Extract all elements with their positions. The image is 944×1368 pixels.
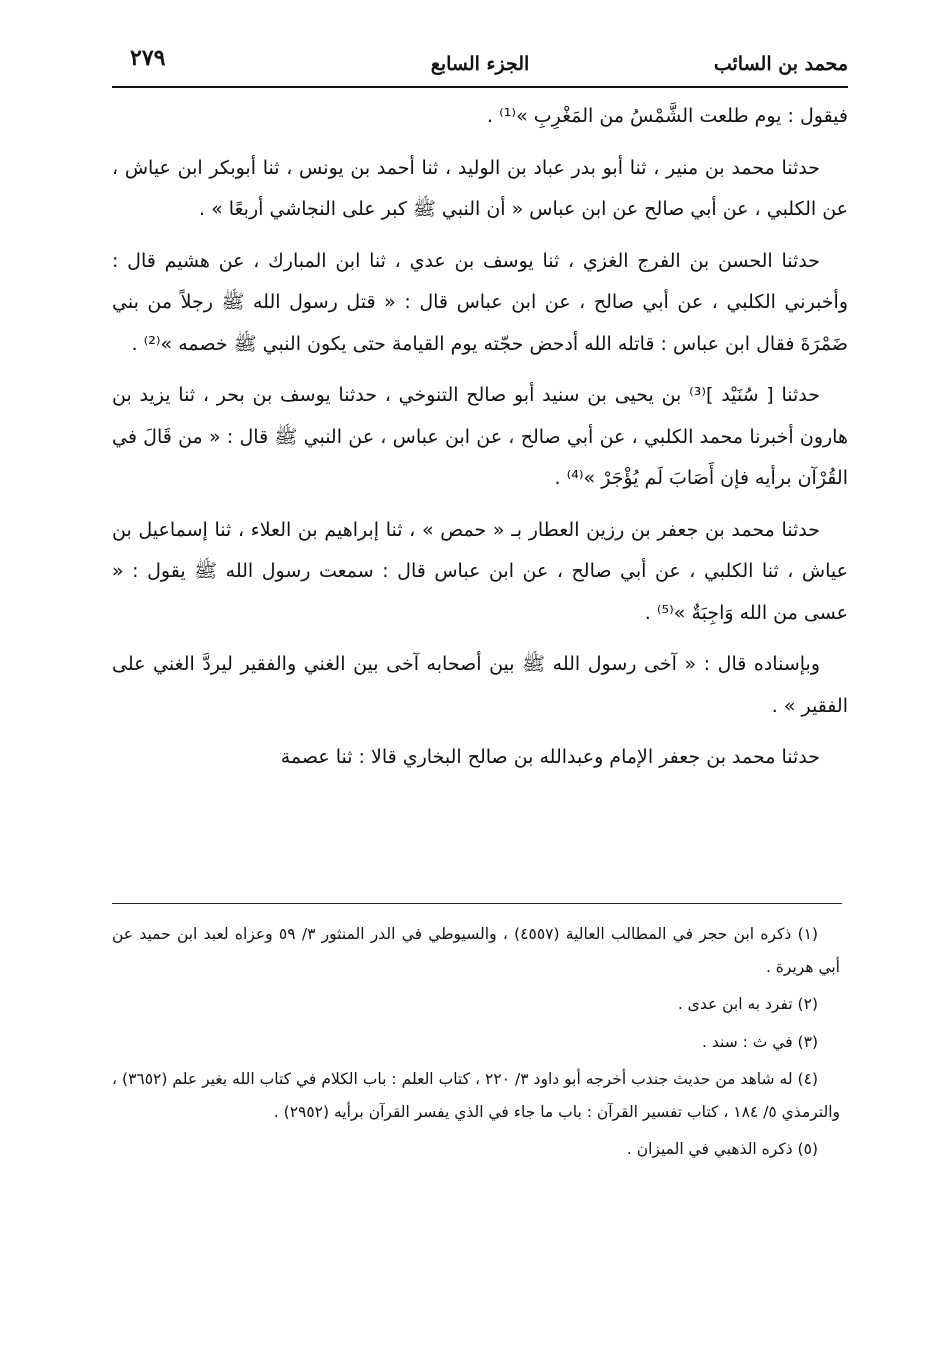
page-number: ٢٧٩ [130, 45, 166, 71]
paragraph-1: فيقول : يوم طلعت الشَّمْسُ من المَغْرِبِ »⁽¹⁾ . [487, 105, 848, 127]
paragraph-7: حدثنا محمد بن جعفر الإمام وعبدالله بن صالح البخاري قالا : ثنا عصمة [280, 746, 820, 768]
footnote-2: (٢) تفرد به ابن عدى . [677, 995, 818, 1013]
footnote-separator [112, 903, 842, 904]
main-text [112, 96, 848, 779]
paragraph-3: حدثنا الحسن بن الفرج الغزي ، ثنا يوسف بن عدي ، ثنا ابن المبارك ، عن هشيم قال : وأخبرني الكلبي ، عن أبي صالح ، عن ابن عباس قال : « قتل رسول الله ﷺ رجلاً من بني ضَمْرَةَ فقال ابن عباس : قاتله الله أدحض حجّته يوم القيامة حتى يكون النبي ﷺ خصمه »⁽²⁾ . [112, 249, 848, 355]
footnotes [112, 918, 840, 1166]
section-title: محمد بن السائب [713, 53, 848, 75]
paragraph-5: حدثنا محمد بن جعفر بن رزين العطار بـ « حمص » ، ثنا إبراهيم بن العلاء ، ثنا إسماعيل بن عياش ، ثنا الكلبي ، عن أبي صالح ، عن ابن عباس قال : سمعت رسول الله ﷺ يقول : « عسى من الله وَاجِبَةٌ »⁽⁵⁾ . [112, 518, 848, 624]
footnote-4: (٤) له شاهد من حديث جندب أخرجه أبو داود ٣/ ٢٢٠ ، كتاب العلم : باب الكلام في كتاب الله بغير علم (٣٦٥٢) ، والترمذي ٥/ ١٨٤ ، كتاب تفسير القرآن : باب ما جاء في الذي يفسر القرآن برأيه (٢٩٥٢) . [112, 1070, 840, 1121]
header-rule [112, 86, 848, 88]
footnote-1: (١) ذكره ابن حجر في المطالب العالية (٤٥٥٧) ، والسيوطي في الدر المنثور ٣/ ٥٩ وعزاه لعبد ابن حميد عن أبي هريرة . [112, 925, 840, 976]
paragraph-2: حدثنا محمد بن منير ، ثنا أبو بدر عباد بن الوليد ، ثنا أحمد بن يونس ، ثنا أبوبكر ابن عياش ، عن الكلبي ، عن أبي صالح عن ابن عباس « أن النبي ﷺ كبر على النجاشي أربعًا » . [112, 156, 848, 220]
paragraph-6: وبإسناده قال : « آخى رسول الله ﷺ بين أصحابه آخى بين الغني والفقير ليردَّ الغني على الفقير » . [112, 653, 848, 717]
footnote-5: (٥) ذكره الذهبي في الميزان . [626, 1140, 818, 1158]
running-header [112, 40, 848, 84]
volume-title: الجزء السابع [430, 53, 530, 75]
paragraph-4: حدثنا [ سُنَيْد ]⁽³⁾ بن يحيى بن سنيد أبو صالح التنوخي ، حدثنا يوسف بن بحر ، ثنا يزيد بن هارون أخبرنا محمد الكلبي ، عن أبي صالح ، عن ابن عباس ، عن النبي ﷺ قال : « من قَالَ في القُرْآن برأيه فإن أَصَابَ لَم يُؤْجَرْ »⁽⁴⁾ . [112, 384, 848, 489]
footnote-3: (٣) في ث : سند . [702, 1032, 818, 1051]
